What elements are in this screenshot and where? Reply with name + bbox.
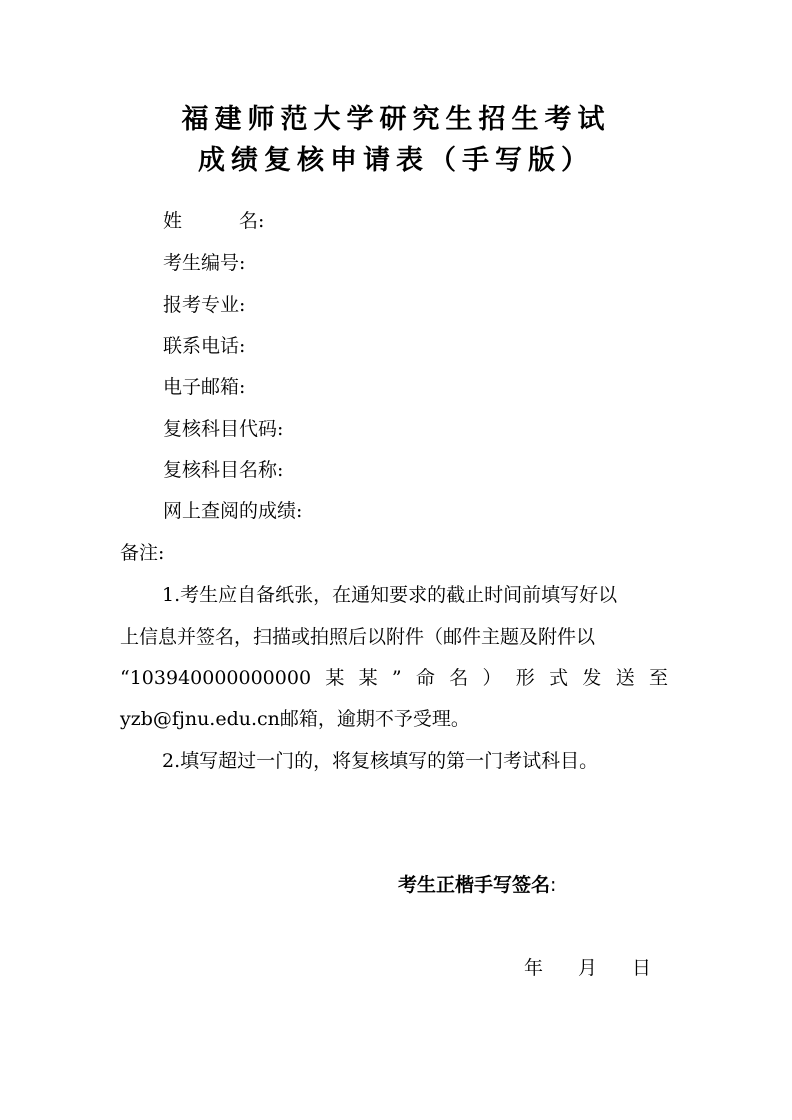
- note-2: 2.填写超过一门的，将复核填写的第一门考试科目。: [162, 750, 599, 772]
- note-1-line4: yzb@fjnu.edu.cn邮箱，逾期不予受理。: [120, 708, 470, 730]
- notes-title: 备注:: [120, 542, 165, 564]
- signature-colon: :: [550, 874, 557, 896]
- candidate-number-field: 考生编号:: [163, 252, 246, 274]
- note-1-line1: 1.考生应自备纸张，在通知要求的截止时间前填写好以: [162, 584, 618, 606]
- form-title-line1: 福建师范大学研究生招生考试: [181, 104, 611, 135]
- phone-field: 联系电话:: [163, 335, 246, 357]
- subject-name-field: 复核科目名称:: [163, 459, 284, 481]
- date-month: 月: [578, 957, 598, 979]
- email-field: 电子邮箱:: [163, 376, 246, 398]
- applied-major-field: 报考专业:: [163, 294, 246, 316]
- note-1-line3: “103940000000000某某”命名）形式发送至: [120, 667, 668, 689]
- signature-line: [398, 873, 556, 897]
- name-label: 姓名: [163, 210, 258, 232]
- note-1-line2: 上信息并签名，扫描或拍照后以附件（邮件主题及附件以: [120, 626, 596, 648]
- name-field: [163, 209, 264, 233]
- date-year: 年: [524, 957, 544, 979]
- signature-label: 考生正楷手写签名: [398, 874, 551, 896]
- name-colon: :: [258, 210, 265, 232]
- online-score-field: 网上查阅的成绩:: [163, 500, 303, 522]
- date-day: 日: [632, 957, 652, 979]
- subject-code-field: 复核科目代码:: [163, 418, 284, 440]
- form-title-line2: 成绩复核申请表（手写版）: [198, 145, 594, 176]
